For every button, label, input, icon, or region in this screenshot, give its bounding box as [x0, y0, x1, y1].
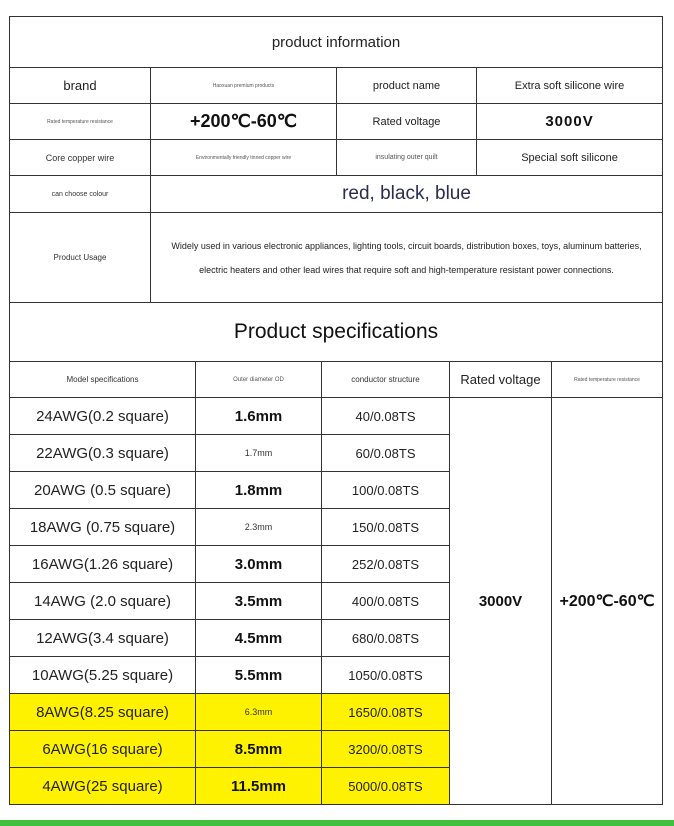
colour-value: red, black, blue — [151, 176, 663, 213]
model-cell: 24AWG(0.2 square) — [10, 398, 196, 435]
model-cell: 22AWG(0.3 square) — [10, 435, 196, 472]
core-copper-value: Environmentally friendly tinned copper wire — [151, 140, 337, 176]
header-rated-temperature: Rated temperature resistance — [552, 362, 663, 398]
model-cell: 18AWG (0.75 square) — [10, 509, 196, 546]
conductor-cell: 5000/0.08TS — [322, 768, 450, 805]
info-row-colour — [10, 176, 663, 213]
conductor-cell: 1650/0.08TS — [322, 694, 450, 731]
brand-value: Haoxuan premium products — [151, 68, 337, 104]
header-rated-voltage: Rated voltage — [450, 362, 552, 398]
conductor-cell: 400/0.08TS — [322, 583, 450, 620]
outer-diameter-cell: 1.8mm — [196, 472, 322, 509]
colour-label: can choose colour — [10, 176, 151, 213]
rated-voltage-label: Rated voltage — [337, 104, 477, 140]
conductor-cell: 100/0.08TS — [322, 472, 450, 509]
model-cell: 10AWG(5.25 square) — [10, 657, 196, 694]
conductor-cell: 150/0.08TS — [322, 509, 450, 546]
usage-label: Product Usage — [10, 213, 151, 303]
outer-diameter-cell: 11.5mm — [196, 768, 322, 805]
product-specifications-table — [9, 302, 663, 805]
conductor-cell: 680/0.08TS — [322, 620, 450, 657]
model-cell: 6AWG(16 square) — [10, 731, 196, 768]
temperature-label: Rated temperature resistance — [10, 104, 151, 140]
conductor-cell: 1050/0.08TS — [322, 657, 450, 694]
usage-text: Widely used in various electronic appliances, lighting tools, circuit boards, distribution boxes, toys, aluminum batteries, electric heaters and other lead wires that require soft and high-temperature resistant power connections. — [151, 213, 663, 303]
core-copper-label: Core copper wire — [10, 140, 151, 176]
outer-diameter-cell: 1.6mm — [196, 398, 322, 435]
conductor-cell: 40/0.08TS — [322, 398, 450, 435]
insulation-value: Special soft silicone — [477, 140, 663, 176]
info-row-temperature — [10, 104, 663, 140]
spec-sheet — [9, 16, 662, 805]
model-cell: 12AWG(3.4 square) — [10, 620, 196, 657]
product-name-label: product name — [337, 68, 477, 104]
outer-diameter-cell: 3.5mm — [196, 583, 322, 620]
outer-diameter-cell: 5.5mm — [196, 657, 322, 694]
spec-header-row — [10, 362, 663, 398]
insulation-label: insulating outer quilt — [337, 140, 477, 176]
footer-green-bar — [0, 820, 674, 826]
outer-diameter-cell: 3.0mm — [196, 546, 322, 583]
header-model: Model specifications — [10, 362, 196, 398]
info-row-brand — [10, 68, 663, 104]
rated-temperature-merged-cell: +200℃-60℃ — [552, 398, 663, 805]
model-cell: 4AWG(25 square) — [10, 768, 196, 805]
product-specifications-title: Product specifications — [10, 303, 663, 362]
spec-row — [10, 398, 663, 435]
outer-diameter-cell: 2.3mm — [196, 509, 322, 546]
outer-diameter-cell: 1.7mm — [196, 435, 322, 472]
info-row-usage — [10, 213, 663, 303]
outer-diameter-cell: 6.3mm — [196, 694, 322, 731]
outer-diameter-cell: 8.5mm — [196, 731, 322, 768]
outer-diameter-cell: 4.5mm — [196, 620, 322, 657]
header-outer-diameter: Outer diameter OD — [196, 362, 322, 398]
conductor-cell: 252/0.08TS — [322, 546, 450, 583]
conductor-cell: 3200/0.08TS — [322, 731, 450, 768]
conductor-cell: 60/0.08TS — [322, 435, 450, 472]
model-cell: 8AWG(8.25 square) — [10, 694, 196, 731]
model-cell: 14AWG (2.0 square) — [10, 583, 196, 620]
product-information-title: product information — [10, 17, 663, 68]
info-row-core — [10, 140, 663, 176]
model-cell: 20AWG (0.5 square) — [10, 472, 196, 509]
header-conductor: conductor structure — [322, 362, 450, 398]
product-information-table — [9, 16, 663, 303]
brand-label: brand — [10, 68, 151, 104]
rated-voltage-merged-cell: 3000V — [450, 398, 552, 805]
model-cell: 16AWG(1.26 square) — [10, 546, 196, 583]
temperature-value: +200℃-60℃ — [151, 104, 337, 140]
product-name-value: Extra soft silicone wire — [477, 68, 663, 104]
rated-voltage-value: 3000V — [477, 104, 663, 140]
